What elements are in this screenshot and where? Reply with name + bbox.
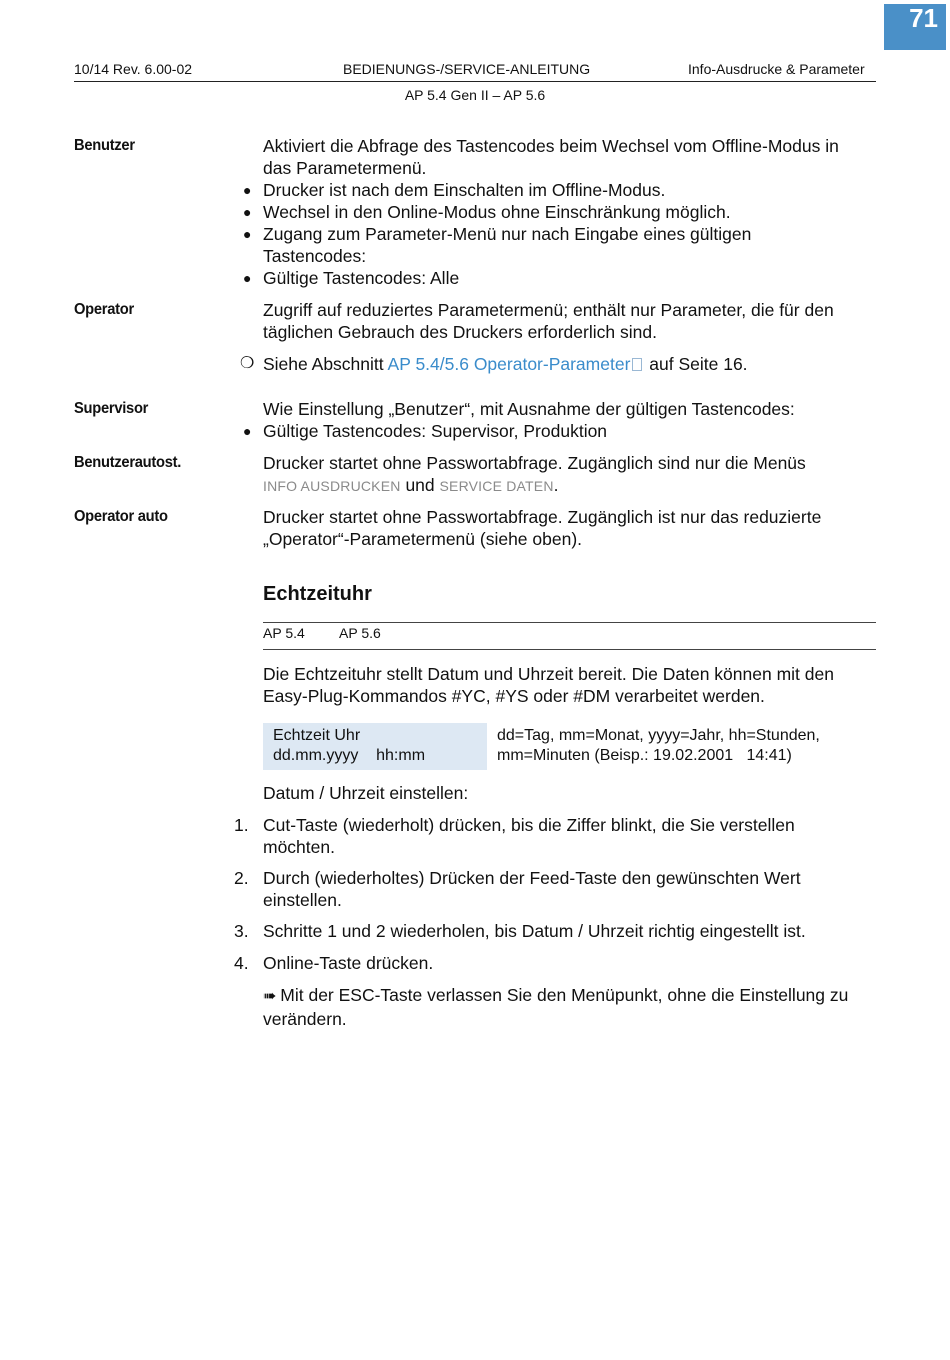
section-intro: Die Echtzeituhr stellt Datum und Uhrzeit bereit. Die Daten können mit den Easy-Plug-Kommandos #YC, #YS oder #DM verarbeitet werden. <box>263 664 834 706</box>
section-rule-bottom <box>263 649 876 650</box>
header-revision: 10/14 Rev. 6.00-02 <box>74 61 193 77</box>
step-text: Durch (wiederholtes) Drücken der Feed-Taste den gewünschten Wert einstellen. <box>263 868 801 910</box>
term-operator: Operator <box>74 301 134 318</box>
operator-parameter-link[interactable]: AP 5.4/5.6 Operator-Parameter <box>387 354 631 374</box>
benutzerautost-description: Drucker startet ohne Passwortabfrage. Zugänglich sind nur die Menüs INFO AUSDRUCKEN und SERVICE DATEN. <box>263 453 806 495</box>
page-reference-icon <box>632 358 642 371</box>
note-arrow-icon: ➠ <box>263 988 276 1005</box>
operator-reference: Siehe Abschnitt AP 5.4/5.6 Operator-Parameter auf Seite 16. <box>263 354 748 374</box>
header-chapter: Info-Ausdrucke & Parameter <box>688 61 865 77</box>
display-line-1: Echtzeit Uhr <box>273 727 361 744</box>
step-text: Schritte 1 und 2 wiederholen, bis Datum / Uhrzeit richtig eingestellt ist. <box>263 921 806 941</box>
step-number: 2. <box>234 868 249 888</box>
term-operator-auto: Operator auto <box>74 508 168 525</box>
step-text: Cut-Taste (wiederholt) drücken, bis die Ziffer blinkt, die Sie verstellen möchten. <box>263 815 795 857</box>
bullet-icon: ● <box>243 182 252 198</box>
step-text: Online-Taste drücken. <box>263 953 434 973</box>
list-item: Zugang zum Parameter-Menü nur nach Eingabe eines gültigen <box>263 224 752 244</box>
list-item: Gültige Tastencodes: Supervisor, Produktion <box>263 421 608 441</box>
supervisor-description: Wie Einstellung „Benutzer“, mit Ausnahme der gültigen Tastencodes: Gültige Tastencodes: Supervisor, Produktion <box>263 398 876 442</box>
reference-circle-icon: ❍ <box>240 355 255 372</box>
note: ➠ Mit der ESC-Taste verlassen Sie den Menüpunkt, ohne die Einstellung zu verändern. <box>263 985 849 1029</box>
menu-service-daten: SERVICE DATEN <box>439 478 554 494</box>
list-item: Gültige Tastencodes: Alle <box>263 268 460 288</box>
term-benutzerautost: Benutzerautost. <box>74 454 182 471</box>
header-rule <box>74 81 876 82</box>
step-number: 4. <box>234 953 249 973</box>
bullet-icon: ● <box>243 423 252 439</box>
term-supervisor: Supervisor <box>74 400 149 417</box>
header-manual-title: BEDIENUNGS-/SERVICE-ANLEITUNG <box>343 61 591 77</box>
display-line-2: dd.mm.yyyy hh:mm <box>273 747 426 764</box>
page-number-badge: 71 <box>884 4 946 50</box>
bullet-icon: ● <box>243 226 252 242</box>
applies-to-ap54: AP 5.4 <box>263 625 305 641</box>
bullet-icon: ● <box>243 270 252 286</box>
section-title: Echtzeituhr <box>263 583 372 605</box>
display-legend-1: dd=Tag, mm=Monat, yyyy=Jahr, hh=Stunden, <box>497 727 820 744</box>
menu-info-ausdrucken: INFO AUSDRUCKEN <box>263 478 401 494</box>
steps-intro: Datum / Uhrzeit einstellen: <box>263 783 469 803</box>
benutzer-description: Aktiviert die Abfrage des Tastencodes beim Wechsel vom Offline-Modus in das Parametermenü. Drucker ist nach dem Einschalten im Offline-Modus. Wechsel in den Online-Modus ohne Einschränkung möglich. Zugang zum Parameter-Menü nur nach Eingabe eines gültigen Tastencodes: Gültige Tastencodes: Alle <box>263 135 876 289</box>
bullet-icon: ● <box>243 204 252 220</box>
header-model-range: AP 5.4 Gen II – AP 5.6 <box>404 87 546 103</box>
list-item: Wechsel in den Online-Modus ohne Einschränkung möglich. <box>263 202 731 222</box>
list-item: Drucker ist nach dem Einschalten im Offline-Modus. <box>263 180 666 200</box>
step-number: 1. <box>234 815 249 835</box>
applies-to-ap56: AP 5.6 <box>339 625 381 641</box>
section-rule-top <box>263 622 876 623</box>
term-benutzer: Benutzer <box>74 137 135 154</box>
operator-auto-description: Drucker startet ohne Passwortabfrage. Zugänglich ist nur das reduzierte „Operator“-Parametermenü (siehe oben). <box>263 507 822 549</box>
step-number: 3. <box>234 921 249 941</box>
display-legend-2: mm=Minuten (Beisp.: 19.02.2001 14:41) <box>497 747 792 764</box>
operator-description: Zugriff auf reduziertes Parametermenü; enthält nur Parameter, die für den täglichen Gebrauch des Druckers erforderlich sind. <box>263 300 834 342</box>
